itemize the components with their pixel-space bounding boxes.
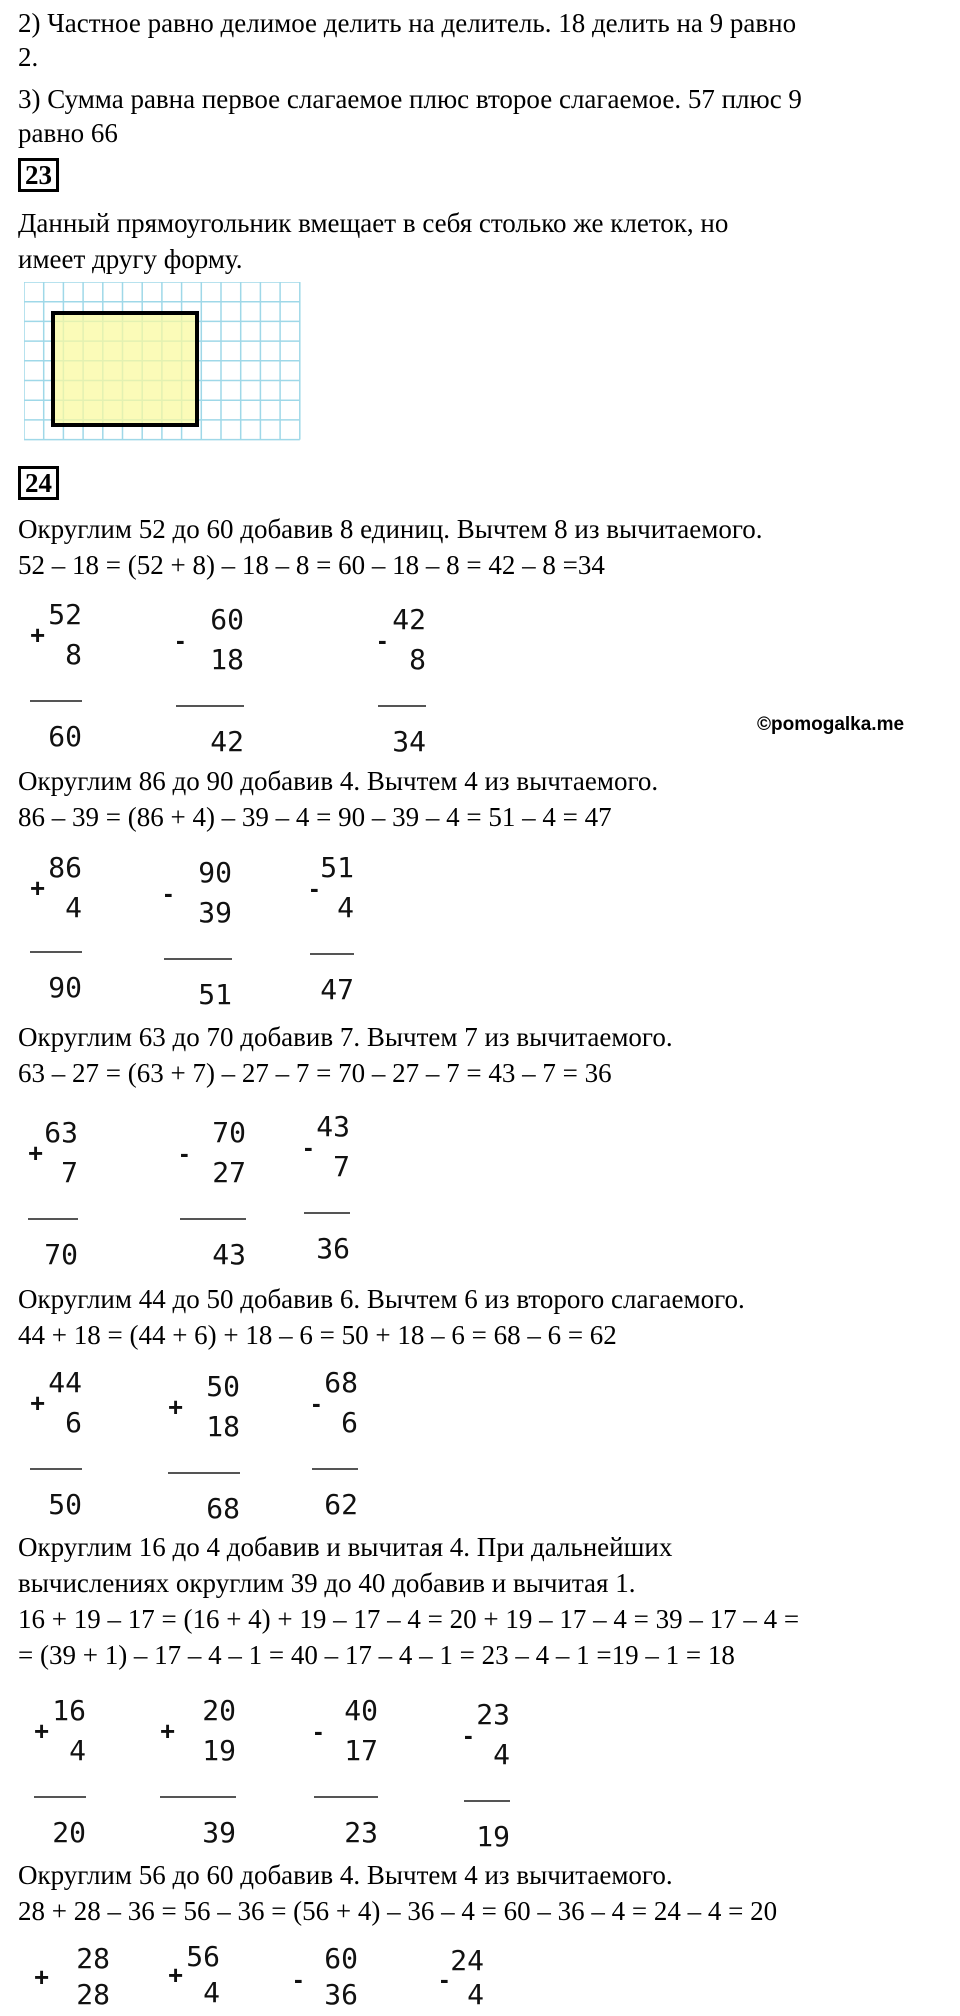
- column-calc: - 42 8 34: [378, 603, 426, 758]
- equation-line: 52 – 18 = (52 + 8) – 18 – 8 = 60 – 18 – 8 = 42 – 8 =34: [18, 550, 605, 580]
- task23-text: Данный прямоугольник вмещает в себя столько же клеток, но: [18, 208, 729, 238]
- explanation-line: Округлим 52 до 60 добавив 8 единиц. Вычтем 8 из вычитаемого.: [18, 514, 763, 544]
- column-calc: - 60 18 42: [176, 603, 244, 758]
- intro-line: равно 66: [18, 118, 118, 148]
- column-calc: + 44 6 50: [30, 1366, 82, 1521]
- column-calc: + 86 4 90: [30, 851, 82, 1004]
- task-number-24: 24: [18, 466, 59, 500]
- column-calc: + 52 8 60: [30, 598, 82, 753]
- column-calc: + 20 19 39: [160, 1694, 236, 1849]
- explanation-line: Округлим 44 до 50 добавив 6. Вычтем 6 из второго слагаемого.: [18, 1284, 745, 1314]
- equation-line: 16 + 19 – 17 = (16 + 4) + 19 – 17 – 4 = 20 + 19 – 17 – 4 = 39 – 17 – 4 =: [18, 1604, 800, 1634]
- intro-line: 3) Сумма равна первое слагаемое плюс второе слагаемое. 57 плюс 9: [18, 84, 802, 114]
- explanation-line: вычислениях округлим 39 до 40 добавив и вычитая 1.: [18, 1568, 636, 1598]
- explanation-line: Округлим 56 до 60 добавив 4. Вычтем 4 из вычитаемого.: [18, 1860, 673, 1890]
- equation-line: 86 – 39 = (86 + 4) – 39 – 4 = 90 – 39 – 4 = 51 – 4 = 47: [18, 802, 612, 832]
- explanation-line: Округлим 16 до 4 добавив и вычитая 4. При дальнейших: [18, 1532, 673, 1562]
- column-calc: + 63 7 70: [28, 1116, 78, 1271]
- column-calc: - 43 7 36: [304, 1110, 350, 1265]
- equation-line: 63 – 27 = (63 + 7) – 27 – 7 = 70 – 27 – 7 = 43 – 7 = 36: [18, 1058, 612, 1088]
- intro-line: 2.: [18, 42, 39, 72]
- column-calc: - 60 36: [294, 1942, 358, 2011]
- explanation-line: Округлим 63 до 70 добавив 7. Вычтем 7 из вычитаемого.: [18, 1022, 673, 1052]
- column-calc: - 70 27 43: [180, 1116, 246, 1271]
- watermark: ©pomogalka.me: [757, 714, 905, 735]
- column-calc: - 40 17 23: [314, 1694, 378, 1849]
- column-calc: - 68 6 62: [312, 1366, 358, 1521]
- column-calc: + 56 4: [168, 1940, 220, 2009]
- explanation-line: Округлим 86 до 90 добавив 4. Вычтем 4 из вычтаемого.: [18, 766, 659, 796]
- equation-line: = (39 + 1) – 17 – 4 – 1 = 40 – 17 – 4 – 1 = 23 – 4 – 1 =19 – 1 = 18: [18, 1640, 735, 1670]
- task23-text: имеет другу форму.: [18, 244, 243, 274]
- column-calc: - 90 39 51: [164, 856, 232, 1011]
- grid-figure: [24, 282, 314, 452]
- column-calc: - 23 4 19: [464, 1698, 510, 1853]
- column-calc: - 51 4 47: [310, 851, 354, 1006]
- column-calc: + 28 28: [34, 1942, 110, 2011]
- task-number-23: 23: [18, 158, 59, 192]
- column-calc: - 24 4: [440, 1944, 484, 2011]
- equation-line: 44 + 18 = (44 + 6) + 18 – 6 = 50 + 18 – 6 = 68 – 6 = 62: [18, 1320, 617, 1350]
- intro-line: 2) Частное равно делимое делить на делитель. 18 делить на 9 равно: [18, 8, 797, 38]
- rectangle-shape: [53, 313, 197, 425]
- column-calc: + 50 18 68: [168, 1370, 240, 1525]
- equation-line: 28 + 28 – 36 = 56 – 36 = (56 + 4) – 36 – 4 = 60 – 36 – 4 = 24 – 4 = 20: [18, 1896, 778, 1926]
- column-calc: + 16 4 20: [34, 1694, 86, 1849]
